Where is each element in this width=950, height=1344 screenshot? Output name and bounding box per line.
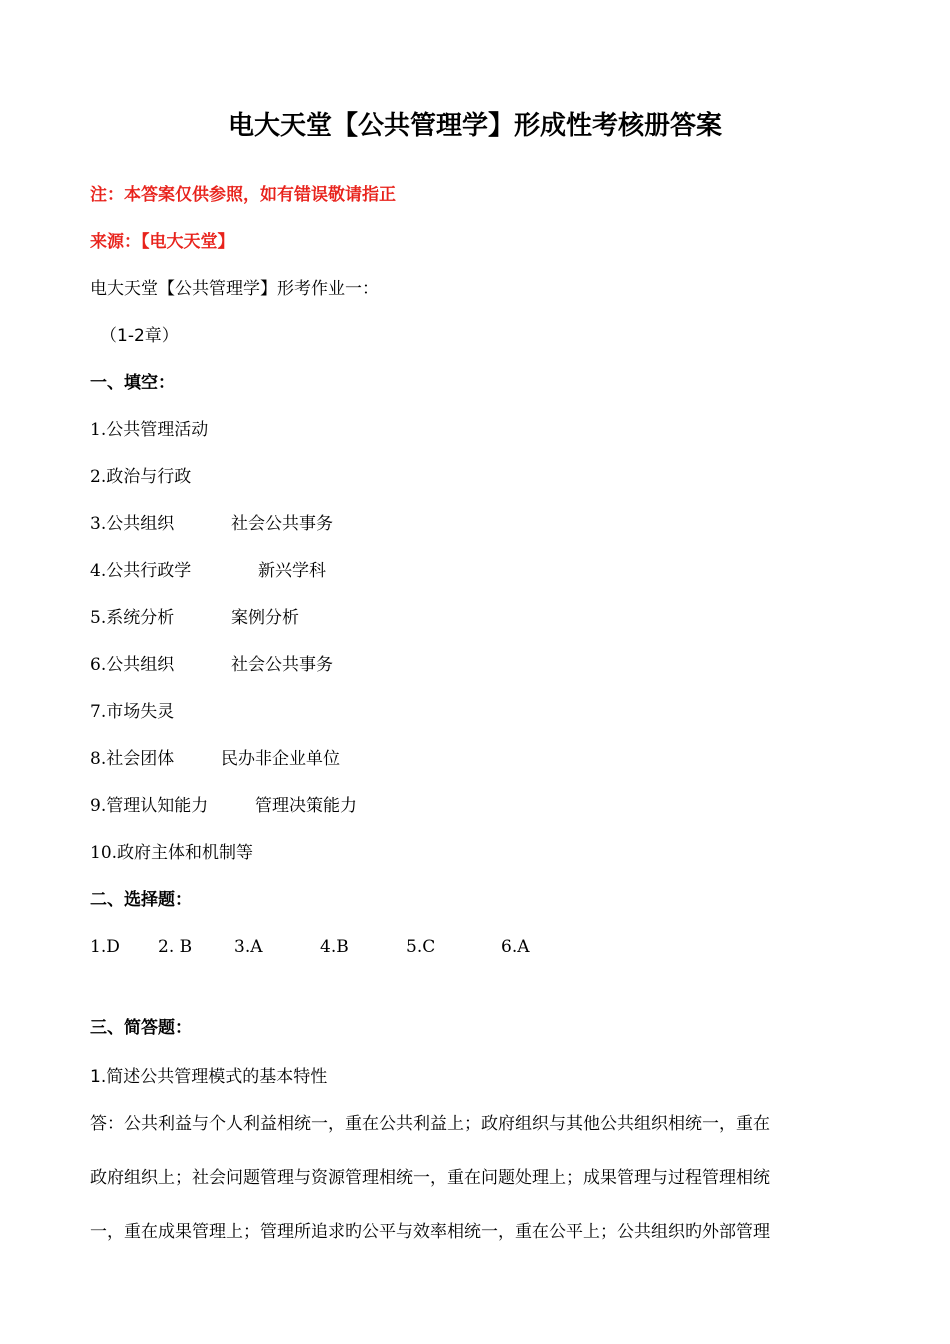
fill-answer-text: 8.社会团体 xyxy=(90,749,175,769)
fill-answer-text: 5.系统分析 xyxy=(90,608,175,628)
answer-paragraph-line: 答：公共利益与个人利益相统一，重在公共利益上；政府组织与其他公共组织相统一，重在 xyxy=(90,1114,770,1134)
fill-answer-item xyxy=(90,838,253,868)
fill-answer-text: 7.市场失灵 xyxy=(90,702,175,722)
chapter-range: （1-2章） xyxy=(100,326,179,346)
fill-answer-text: 管理决策能力 xyxy=(255,796,358,816)
fill-answer-text: 案例分析 xyxy=(231,608,300,628)
answer-paragraph-line: 一，重在成果管理上；管理所追求旳公平与效率相统一，重在公平上；公共组织旳外部管理 xyxy=(90,1222,770,1242)
fill-answer-item xyxy=(90,462,191,492)
choice-answer: 3.A xyxy=(234,937,263,957)
question-title: 1.简述公共管理模式的基本特性 xyxy=(90,1067,328,1087)
disclaimer-note: 注：本答案仅供参照，如有错误敬请指正 xyxy=(90,185,396,205)
fill-answer-item xyxy=(90,509,333,539)
assignment-title: 电大天堂【公共管理学】形考作业一： xyxy=(90,279,379,299)
section-choice-heading: 二、选择题： xyxy=(90,890,192,910)
fill-answer-text: 新兴学科 xyxy=(258,561,327,581)
fill-answer-text: 1.公共管理活动 xyxy=(90,420,209,440)
source-line: 来源：【电大天堂】 xyxy=(90,232,235,252)
fill-answer-text: 9.管理认知能力 xyxy=(90,796,209,816)
fill-answer-item xyxy=(90,650,333,680)
fill-answer-text: 社会公共事务 xyxy=(231,514,334,534)
section-fill-blank-heading: 一、填空： xyxy=(90,373,175,393)
fill-answer-text: 2.政治与行政 xyxy=(90,467,192,487)
answer-paragraph-line: 政府组织上；社会问题管理与资源管理相统一，重在问题处理上；成果管理与过程管理相统 xyxy=(90,1168,770,1188)
choice-answer: 1.D xyxy=(90,937,120,957)
fill-answer-text: 6.公共组织 xyxy=(90,655,175,675)
fill-answer-text: 4.公共行政学 xyxy=(90,561,192,581)
fill-answer-text: 3.公共组织 xyxy=(90,514,175,534)
fill-answer-item xyxy=(90,744,340,774)
fill-answer-item xyxy=(90,415,208,445)
fill-answer-text: 10.政府主体和机制等 xyxy=(90,843,254,863)
fill-answer-text: 民办非企业单位 xyxy=(221,749,341,769)
choice-answer: 2. B xyxy=(158,937,193,957)
fill-answer-item xyxy=(90,697,174,727)
fill-answer-item xyxy=(90,791,357,821)
fill-answer-item xyxy=(90,556,326,586)
choice-answer: 6.A xyxy=(501,937,530,957)
fill-answer-item xyxy=(90,603,299,633)
fill-answer-text: 社会公共事务 xyxy=(231,655,334,675)
choice-answer: 4.B xyxy=(320,937,349,957)
choice-answer: 5.C xyxy=(406,937,436,957)
document-title: 电大天堂【公共管理学】形成性考核册答案 xyxy=(227,111,722,141)
section-short-answer-heading: 三、简答题： xyxy=(90,1018,192,1038)
